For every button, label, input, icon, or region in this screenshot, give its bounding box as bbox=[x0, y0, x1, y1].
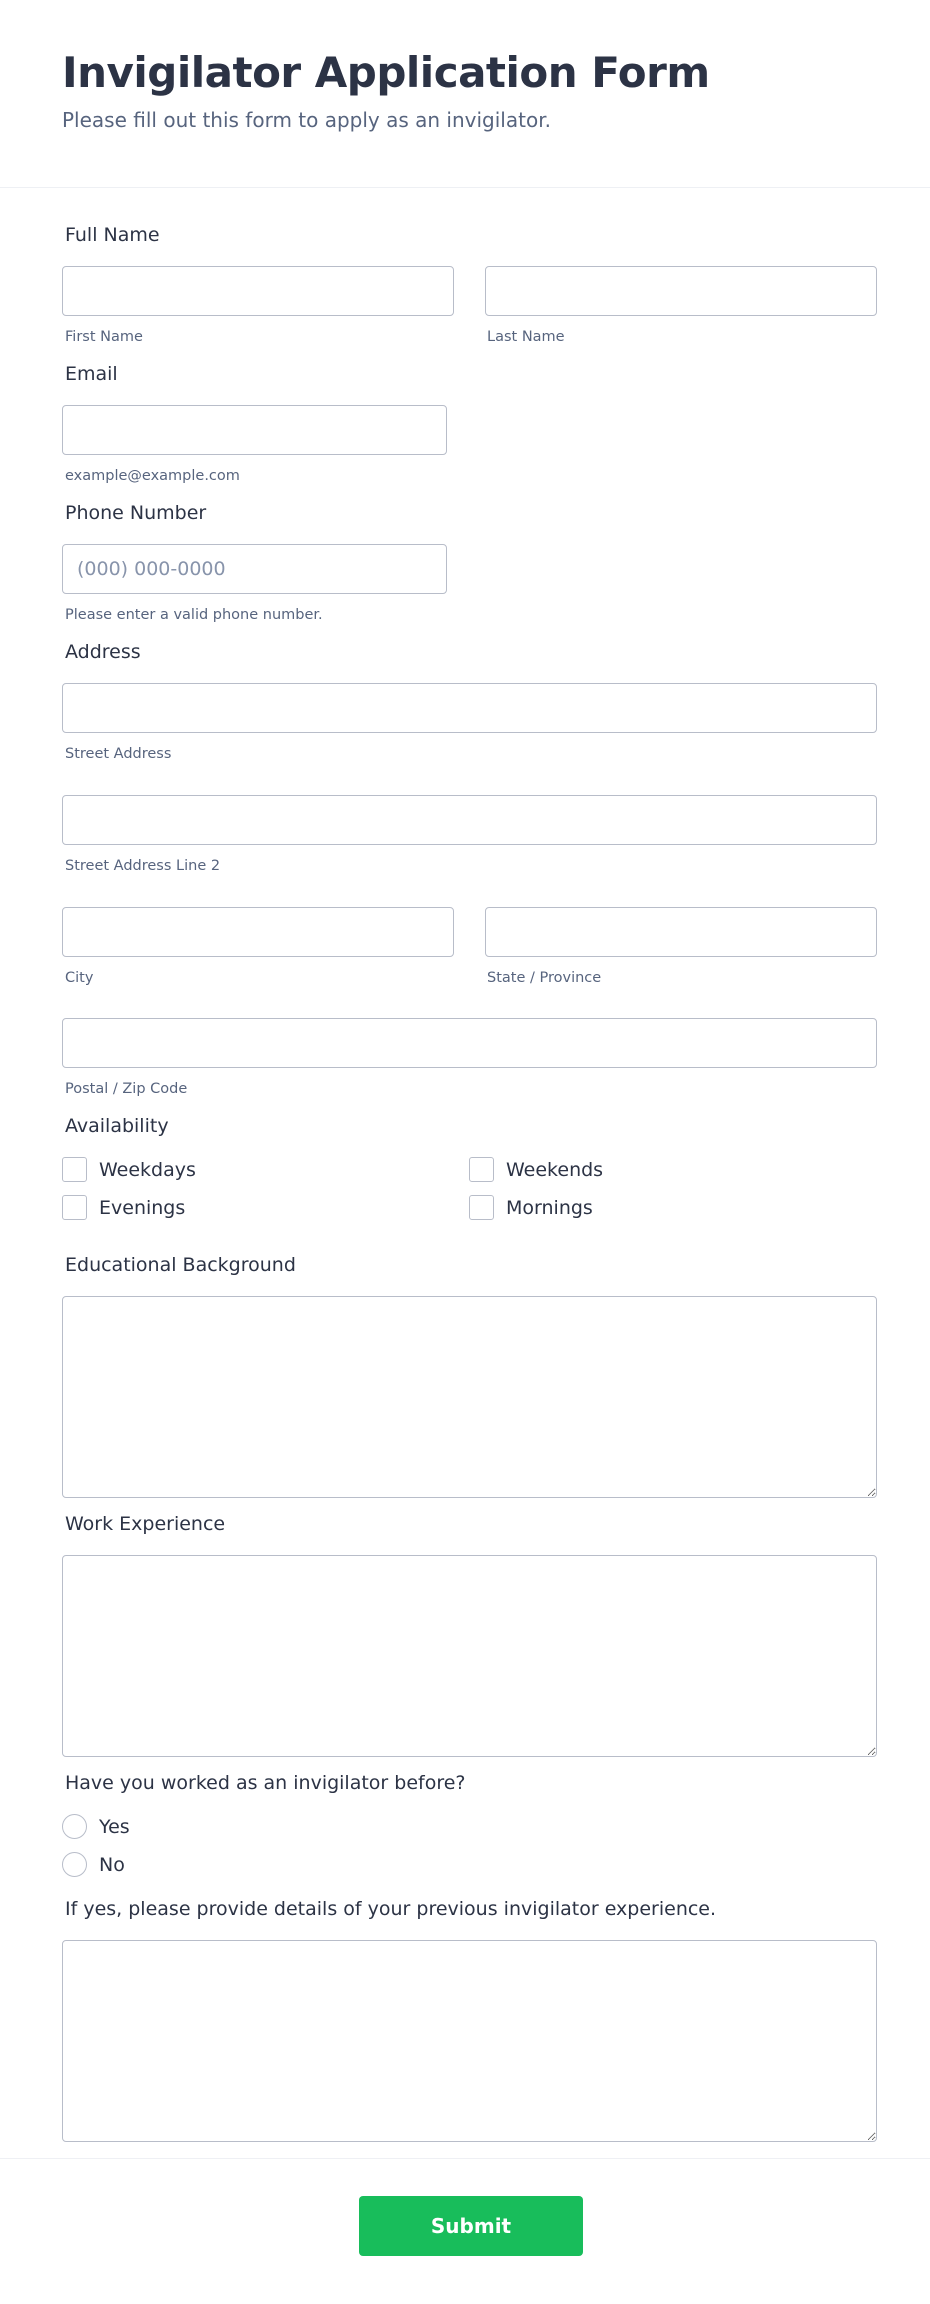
educational-background-textarea[interactable] bbox=[62, 1296, 877, 1498]
street-address-sublabel: Street Address bbox=[65, 746, 172, 762]
checkbox[interactable] bbox=[62, 1157, 87, 1182]
availability-option-mornings[interactable] bbox=[469, 1195, 593, 1220]
phone-sublabel: Please enter a valid phone number. bbox=[65, 607, 323, 623]
phone-input[interactable] bbox=[62, 544, 447, 594]
submit-button[interactable]: Submit bbox=[359, 2196, 583, 2256]
last-name-input[interactable] bbox=[485, 266, 877, 316]
phone-label: Phone Number bbox=[65, 502, 207, 524]
previous-experience-details-label: If yes, please provide details of your previous invigilator experience. bbox=[65, 1898, 717, 1920]
radio-button[interactable] bbox=[62, 1814, 87, 1839]
state-province-input[interactable] bbox=[485, 907, 877, 957]
availability-label: Availability bbox=[65, 1115, 169, 1137]
availability-option-weekdays[interactable] bbox=[62, 1157, 196, 1182]
street-address-input[interactable] bbox=[62, 683, 877, 733]
prior-option-yes[interactable] bbox=[62, 1814, 130, 1839]
postal-code-input[interactable] bbox=[62, 1018, 877, 1068]
option-label: Mornings bbox=[506, 1196, 593, 1219]
prior-option-no[interactable] bbox=[62, 1852, 125, 1877]
option-label: Weekends bbox=[506, 1158, 604, 1181]
previous-experience-details-textarea[interactable] bbox=[62, 1940, 877, 2142]
work-experience-textarea[interactable] bbox=[62, 1555, 877, 1757]
email-sublabel: example@example.com bbox=[65, 468, 240, 484]
street-address-line2-sublabel: Street Address Line 2 bbox=[65, 858, 221, 874]
option-label: Weekdays bbox=[99, 1158, 196, 1181]
availability-option-weekends[interactable] bbox=[469, 1157, 603, 1182]
radio-button[interactable] bbox=[62, 1852, 87, 1877]
state-province-sublabel: State / Province bbox=[487, 970, 602, 986]
option-label: Yes bbox=[99, 1815, 130, 1838]
checkbox[interactable] bbox=[469, 1157, 494, 1182]
full-name-label: Full Name bbox=[65, 224, 160, 246]
form-header bbox=[0, 0, 930, 188]
first-name-input[interactable] bbox=[62, 266, 454, 316]
option-label: Evenings bbox=[99, 1196, 186, 1219]
email-input[interactable] bbox=[62, 405, 447, 455]
city-input[interactable] bbox=[62, 907, 454, 957]
option-label: No bbox=[99, 1853, 125, 1876]
postal-code-sublabel: Postal / Zip Code bbox=[65, 1081, 188, 1097]
prior-invigilator-label: Have you worked as an invigilator before? bbox=[65, 1772, 466, 1794]
work-experience-label: Work Experience bbox=[65, 1513, 226, 1535]
city-sublabel: City bbox=[65, 970, 94, 986]
educational-background-label: Educational Background bbox=[65, 1254, 296, 1276]
first-name-sublabel: First Name bbox=[65, 329, 143, 345]
street-address-line2-input[interactable] bbox=[62, 795, 877, 845]
form-subtitle: Please fill out this form to apply as an invigilator. bbox=[62, 108, 551, 132]
address-label: Address bbox=[65, 641, 141, 663]
checkbox[interactable] bbox=[62, 1195, 87, 1220]
last-name-sublabel: Last Name bbox=[487, 329, 565, 345]
email-label: Email bbox=[65, 363, 118, 385]
checkbox[interactable] bbox=[469, 1195, 494, 1220]
availability-option-evenings[interactable] bbox=[62, 1195, 185, 1220]
form-title: Invigilator Application Form bbox=[62, 48, 710, 97]
